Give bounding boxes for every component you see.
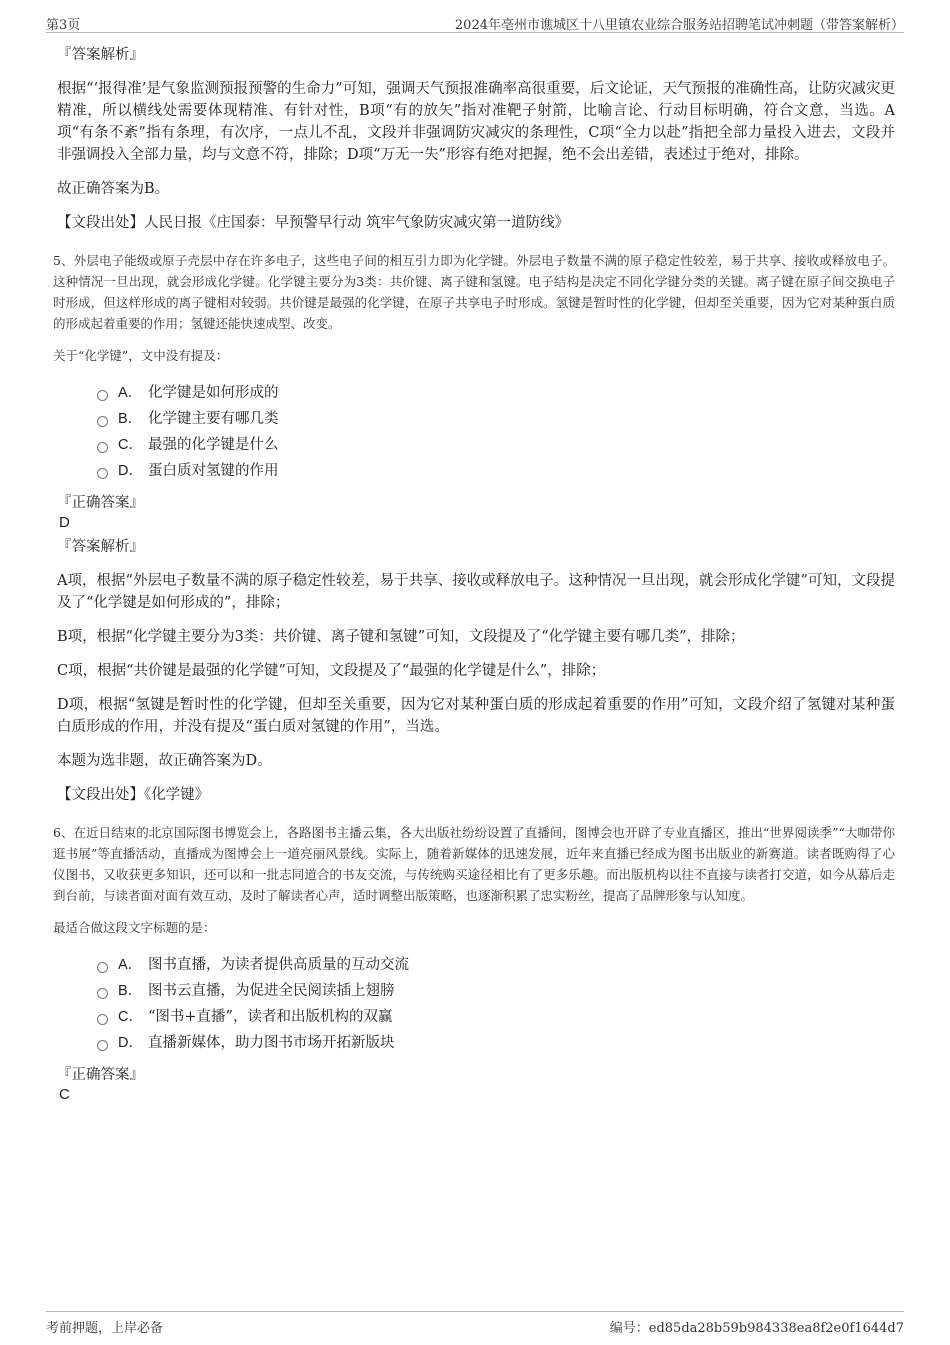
radio-button-icon[interactable]: [97, 988, 108, 999]
q5-options: [97, 380, 895, 484]
q5-question: 关于“化学键”，文中没有提及：: [53, 348, 229, 363]
q5-analysis-a: A项，根据“外层电子数量不满的原子稳定性较差，易于共享、接收或释放电子。这种情况一旦出现，就会形成化学键”可知，文段提及了“化学键是如何形成的”，排除；: [57, 573, 895, 611]
q5-option-c[interactable]: [97, 432, 895, 458]
q4-conclusion: 故正确答案为B。: [57, 181, 170, 197]
radio-button-icon[interactable]: [97, 1014, 108, 1025]
q6-answer: C: [59, 1086, 70, 1103]
q6-option-c[interactable]: [97, 1004, 895, 1030]
q5-option-a[interactable]: [97, 380, 895, 406]
page-content: [53, 44, 895, 1108]
q5-option-d[interactable]: [97, 458, 895, 484]
option-letter: B．: [118, 411, 143, 427]
q5-option-b[interactable]: [97, 406, 895, 432]
option-text: 化学键是如何形成的: [148, 385, 279, 401]
radio-button-icon[interactable]: [97, 962, 108, 973]
footer-slogan: 考前押题，上岸必备: [46, 1321, 164, 1336]
option-letter: C．: [118, 1009, 143, 1025]
radio-button-icon[interactable]: [97, 1040, 108, 1051]
q4-source: 【文段出处】人民日报《庄国泰：早预警早行动 筑牢气象防灾减灾第一道防线》: [57, 215, 570, 231]
q5-analysis-b: B项，根据“化学键主要分为3类：共价键、离子键和氢键”可知，文段提及了“化学键主要有哪几类”，排除；: [57, 629, 745, 645]
document-title: 2024年亳州市谯城区十八里镇农业综合服务站招聘笔试冲刺题（带答案解析）: [454, 18, 904, 33]
q5-analysis-c: C项，根据“共价键是最强的化学键”可知，文段提及了“最强的化学键是什么”，排除；: [57, 663, 606, 679]
q6-options: [97, 952, 895, 1056]
q5-source: 【文段出处】《化学键》: [57, 787, 210, 803]
q5-analysis-d: D项，根据“氢键是暂时性的化学键，但却至关重要，因为它对某种蛋白质的形成起着重要的作用”可知，文段介绍了氢键对某种蛋白质形成的作用，并没有提及“蛋白质对氢键的作用”，当选。: [57, 697, 895, 735]
q6-answer-label: 『正确答案』: [57, 1067, 144, 1083]
radio-button-icon[interactable]: [97, 416, 108, 427]
document-code: 编号：ed85da28b59b984338ea8f2e0f1644d7: [609, 1321, 904, 1336]
q5-answer-label: 『正确答案』: [57, 495, 144, 511]
q6-option-d[interactable]: [97, 1030, 895, 1056]
option-text: 最强的化学键是什么: [148, 437, 279, 453]
option-text: “图书+直播”，读者和出版机构的双赢: [148, 1009, 393, 1025]
page-number: 第3页: [46, 18, 81, 33]
q5-conclusion: 本题为选非题，故正确答案为D。: [57, 753, 272, 769]
q5-passage: 5、外层电子能级或原子壳层中存在许多电子，这些电子间的相互引力即为化学键。外层电子数量不满的原子稳定性较差，易于共享、接收或释放电子。这种情况一旦出现，就会形成化学键。化学键主要分为3类：共价键、离子键和氢键。电子结构是决定不同化学键分类的关键。离子键在原子间交换电子时形成，但这样形成的离子键相对较弱。共价键是最强的化学键，在原子共享电子时形成。氢键是暂时性的化学键，但却至关重要，因为它对某种蛋白质的形成起着重要的作用；氢键还能快速成型、改变。: [53, 253, 895, 331]
option-letter: C．: [118, 437, 143, 453]
option-text: 蛋白质对氢键的作用: [148, 463, 279, 479]
radio-button-icon[interactable]: [97, 442, 108, 453]
option-text: 图书云直播，为促进全民阅读插上翅膀: [148, 983, 395, 999]
q5-answer: D: [59, 514, 70, 531]
q6-passage: 6、在近日结束的北京国际图书博览会上，各路图书主播云集，各大出版社纷纷设置了直播间，图博会也开辟了专业直播区，推出“世界阅读季”“大咖带你逛书展”等直播活动，直播成为图博会上一道亮丽风景线。实际上，随着新媒体的迅速发展，近年来直播已经成为图书出版业的新赛道。读者既购得了心仪图书，又收获更多知识，还可以和一批志同道合的书友交流，与传统购买途径相比有了更多乐趣。而出版机构以往不直接与读者打交道，如今从幕后走到台前，与读者面对面有效互动，及时了解读者心声，适时调整出版策略，也逐渐积累了忠实粉丝，提高了品牌形象与认知度。: [53, 825, 895, 903]
page-header: [46, 14, 904, 33]
q6-option-a[interactable]: [97, 952, 895, 978]
option-letter: A．: [118, 385, 143, 401]
q4-analysis-label: 『答案解析』: [57, 47, 144, 63]
q6-option-b[interactable]: [97, 978, 895, 1004]
radio-button-icon[interactable]: [97, 390, 108, 401]
option-text: 化学键主要有哪几类: [148, 411, 279, 427]
option-text: 图书直播，为读者提供高质量的互动交流: [148, 957, 409, 973]
option-text: 直播新媒体，助力图书市场开拓新版块: [148, 1035, 395, 1051]
option-letter: D．: [118, 1035, 143, 1051]
q6-question: 最适合做这段文字标题的是：: [53, 920, 216, 935]
option-letter: D．: [118, 463, 143, 479]
page-footer: [46, 1311, 904, 1336]
q4-analysis-text: 根据“‘报得准’是气象监测预报预警的生命力”可知，强调天气预报准确率高很重要，后文论证，天气预报的准确性高，让防灾减灾更精准，所以横线处需要体现精准、有针对性，B项“有的放矢”指对准靶子射箭，比喻言论、行动目标明确，符合文意，当选。A项“有条不紊”指有条理，有次序，一点儿不乱，文段并非强调防灾减灾的条理性，C项“全力以赴”指把全部力量投入进去，文段并非强调投入全部力量，均与文意不符，排除；D项“万无一失”形容有绝对把握，绝不会出差错，表述过于绝对，排除。: [57, 81, 895, 163]
radio-button-icon[interactable]: [97, 468, 108, 479]
option-letter: A．: [118, 957, 143, 973]
option-letter: B．: [118, 983, 143, 999]
q5-analysis-label: 『答案解析』: [57, 539, 144, 555]
